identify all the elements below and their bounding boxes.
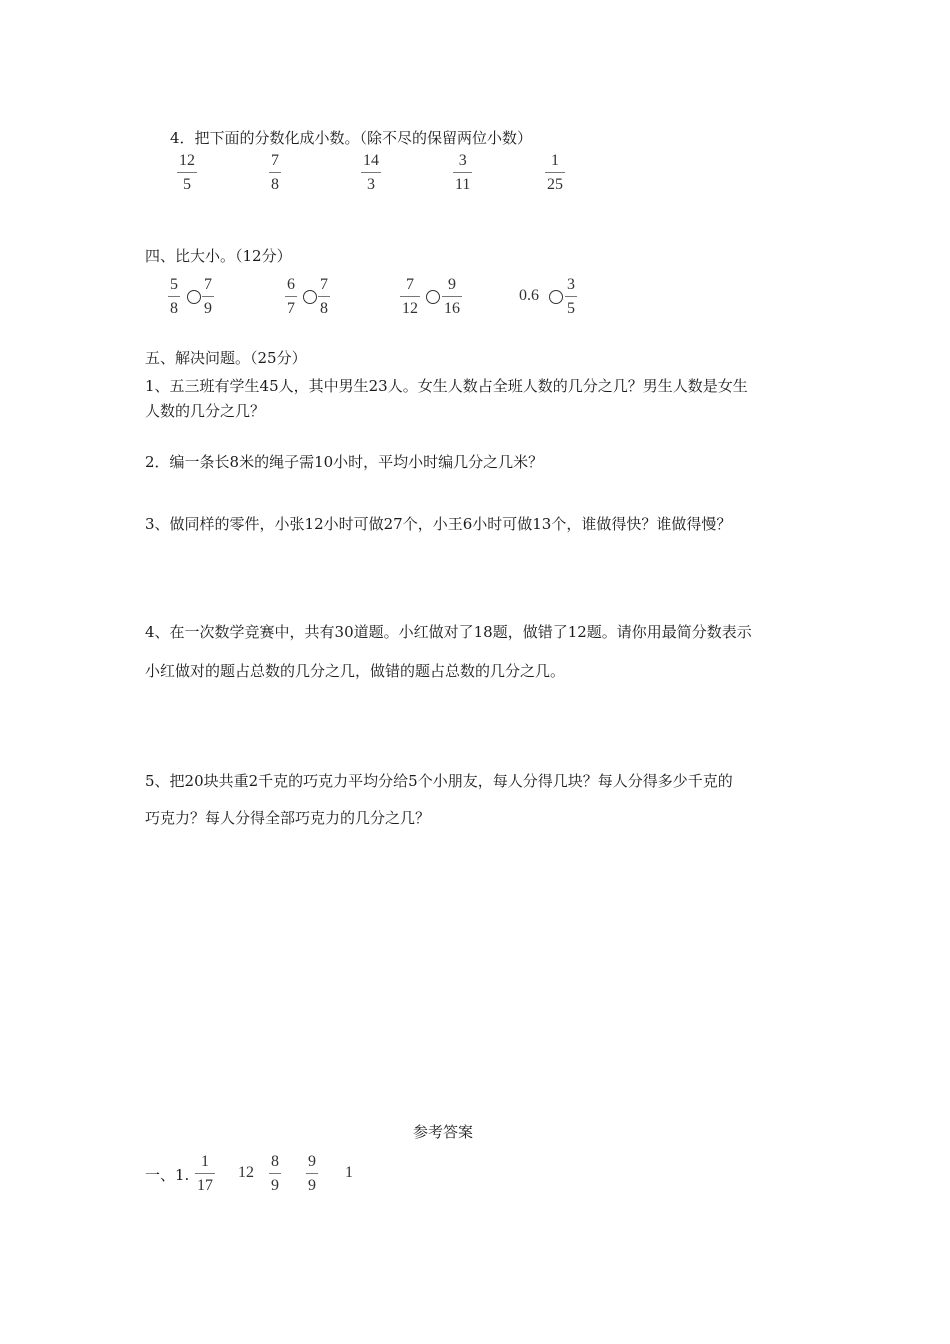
denominator: 12 [402, 300, 418, 317]
problem-2: 2．编一条长8米的绳子需10小时，平均小时编几分之几米？ [145, 453, 544, 471]
fraction [168, 276, 180, 318]
fraction [442, 276, 462, 318]
fraction [195, 1153, 215, 1195]
numerator: 6 [287, 276, 295, 293]
fraction [269, 152, 281, 194]
denominator: 9 [308, 1177, 316, 1194]
fraction [285, 276, 297, 318]
denominator: 9 [204, 300, 212, 317]
section-5-title: 五、解决问题。（25分） [145, 349, 307, 367]
problem-5-line-2: 巧克力？每人分得全部巧克力的几分之几？ [145, 809, 431, 827]
denominator: 7 [287, 300, 295, 317]
fraction [202, 276, 214, 318]
decimal-value: 0.6 [519, 287, 539, 304]
numerator: 8 [271, 1153, 279, 1170]
fraction [453, 152, 472, 194]
answer-value: 1 [345, 1164, 353, 1181]
numerator: 7 [320, 276, 328, 293]
denominator: 9 [271, 1177, 279, 1194]
compare-circle[interactable] [549, 290, 563, 304]
denominator: 3 [367, 176, 375, 193]
denominator: 5 [183, 176, 191, 193]
question-4-title: 4．把下面的分数化成小数。（除不尽的保留两位小数） [170, 129, 533, 147]
denominator: 5 [567, 300, 575, 317]
compare-circle[interactable] [187, 290, 201, 304]
numerator: 7 [406, 276, 414, 293]
fraction [318, 276, 330, 318]
denominator: 16 [444, 300, 460, 317]
problem-1-line-1: 1、五三班有学生45人，其中男生23人。女生人数占全班人数的几分之几？男生人数是女生 [145, 377, 748, 395]
denominator: 8 [271, 176, 279, 193]
answers-prefix: 一、1. [145, 1166, 190, 1184]
numerator: 9 [448, 276, 456, 293]
problem-5-line-1: 5、把20块共重2千克的巧克力平均分给5个小朋友，每人分得几块？每人分得多少千克的 [145, 772, 733, 790]
numerator: 1 [201, 1153, 209, 1170]
numerator: 14 [363, 152, 379, 169]
fraction [565, 276, 577, 318]
fraction [177, 152, 197, 194]
denominator: 11 [455, 176, 471, 193]
numerator: 12 [179, 152, 195, 169]
numerator: 9 [308, 1153, 316, 1170]
answer-value: 12 [238, 1164, 254, 1181]
numerator: 3 [567, 276, 575, 293]
denominator: 25 [547, 176, 563, 193]
compare-circle[interactable] [426, 290, 440, 304]
numerator: 5 [170, 276, 178, 293]
problem-1-line-2: 人数的几分之几？ [145, 402, 266, 420]
numerator: 7 [204, 276, 212, 293]
denominator: 8 [320, 300, 328, 317]
compare-circle[interactable] [303, 290, 317, 304]
fraction [400, 276, 420, 318]
problem-4-line-2: 小红做对的题占总数的几分之几，做错的题占总数的几分之几。 [145, 662, 566, 680]
fraction [545, 152, 565, 194]
fraction [361, 152, 381, 194]
section-4-title: 四、比大小。（12分） [145, 247, 292, 265]
numerator: 7 [271, 152, 279, 169]
problem-3: 3、做同样的零件，小张12小时可做27个，小王6小时可做13个，谁做得快？谁做得慢？ [145, 515, 732, 533]
numerator: 3 [458, 152, 467, 169]
problem-4-line-1: 4、在一次数学竞赛中，共有30道题。小红做对了18题，做错了12题。请你用最简分数表示 [145, 623, 752, 641]
fraction [269, 1153, 281, 1195]
denominator: 8 [170, 300, 178, 317]
answers-title: 参考答案 [413, 1123, 474, 1141]
numerator: 1 [551, 152, 559, 169]
fraction [306, 1153, 318, 1195]
denominator: 17 [197, 1177, 213, 1194]
